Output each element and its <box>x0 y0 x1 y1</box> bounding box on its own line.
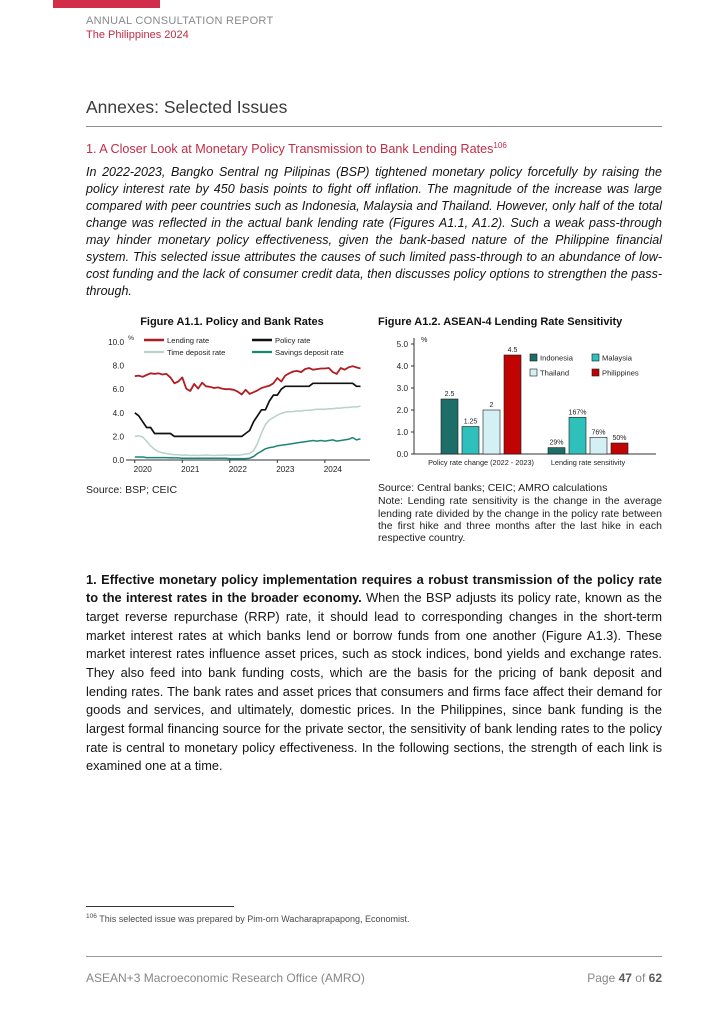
svg-text:Malaysia: Malaysia <box>602 353 632 363</box>
svg-text:2020: 2020 <box>133 465 152 475</box>
footer-organization: ASEAN+3 Macroeconomic Research Office (AMRO) <box>86 971 365 985</box>
footer-page-number: 47 <box>618 971 632 985</box>
svg-text:1.25: 1.25 <box>463 418 478 426</box>
svg-text:2.0: 2.0 <box>112 432 124 442</box>
annexes-title: Annexes: Selected Issues <box>86 97 288 117</box>
svg-text:%: % <box>421 335 428 345</box>
footnote-divider <box>86 906 234 907</box>
footer-page-indicator <box>587 971 662 985</box>
svg-text:0.0: 0.0 <box>112 456 124 466</box>
svg-text:Policy rate change (2022 - 202: Policy rate change (2022 - 2023) <box>428 458 534 468</box>
svg-text:8.0: 8.0 <box>112 361 124 371</box>
svg-text:2.0: 2.0 <box>396 406 408 416</box>
footer-page-word: Page <box>587 971 619 985</box>
svg-text:Time deposit rate: Time deposit rate <box>167 348 226 358</box>
report-title: ANNUAL CONSULTATION REPORT <box>86 15 274 27</box>
figure-a1-1-source: Source: BSP; CEIC <box>86 484 178 497</box>
svg-text:Thailand: Thailand <box>540 368 570 378</box>
svg-text:1.0: 1.0 <box>396 428 408 438</box>
page-footer <box>86 956 662 985</box>
svg-text:%: % <box>128 335 135 343</box>
figure-a1-2-source: Source: Central banks; CEIC; AMRO calculations <box>378 482 608 495</box>
lending-rate-sensitivity-bar-chart <box>378 330 662 480</box>
policy-and-bank-rates-line-chart <box>86 330 378 482</box>
svg-text:4.0: 4.0 <box>112 408 124 418</box>
svg-text:6.0: 6.0 <box>112 385 124 395</box>
abstract-paragraph: In 2022-2023, Bangko Sentral ng Pilipinas (BSP) tightened monetary policy forcefully by raising the policy interest rate by 450 basis points to fight off inflation. The magnitude of the increase was large compared with peer countries such as Indonesia, Malaysia and Thailand. However, only half of the total change was reflected in the actual bank lending rate (Figures A1.1, A1.2). Such a weak pass-through may hinder monetary policy effectiveness, given the bank-based nature of the Philippine financial system. This selected issue attributes the causes of such limited pass-through to an abundance of low-cost funding and the lack of consumer credit data, then discusses policy options to strengthen the pass-through. <box>86 165 662 299</box>
report-subtitle: The Philippines 2024 <box>86 29 189 41</box>
svg-text:4.0: 4.0 <box>396 362 408 372</box>
title-divider <box>86 126 662 127</box>
footer-divider <box>86 956 662 957</box>
svg-text:3.0: 3.0 <box>396 384 408 394</box>
body-paragraph-1-rest: When the BSP adjusts its policy rate, known as the target reverse repurchase (RRP) rate, it should lead to corresponding changes in the short-term market interest rates at which banks lend or borrow funds from one another (Figure A1.3). These market interest rates influence asset prices, such as stock indices, bond yields and exchange rates. They also feed into bank funding costs, which are the basis for the pricing of bank deposit and lending rates. The bank rates and asset prices that consumers and firms face affect their demand for goods and services, and ultimately, domestic prices. In the Philippines, since bank funding is the largest formal financing source for the private sector, the sensitivity of bank lending rates to the policy rate is central to monetary policy effectiveness. In the following sections, the strength of each link is examined one at a time. <box>86 590 662 774</box>
footer-of-word: of <box>631 971 649 985</box>
svg-text:10.0: 10.0 <box>108 338 124 348</box>
svg-text:2022: 2022 <box>228 465 247 475</box>
svg-text:Indonesia: Indonesia <box>540 353 573 363</box>
footer-page-total: 62 <box>648 971 662 985</box>
figure-a1-2-note: Note: Lending rate sensitivity is the change in the average lending rate divided by the change in the policy rate between the first hike and three months after the last hike in each respective country. <box>378 495 662 545</box>
footnote-block <box>86 906 662 924</box>
svg-text:50%: 50% <box>612 435 627 443</box>
svg-text:Savings deposit rate: Savings deposit rate <box>275 348 344 358</box>
svg-text:0.0: 0.0 <box>396 450 408 460</box>
svg-text:2024: 2024 <box>323 465 342 475</box>
figure-a1-1-title: Figure A1.1. Policy and Bank Rates <box>140 316 324 329</box>
svg-text:76%: 76% <box>591 429 606 437</box>
issue-footnote-ref: 106 <box>493 141 507 150</box>
svg-text:167%: 167% <box>568 409 587 417</box>
issue-heading-text: 1. A Closer Look at Monetary Policy Transmission to Bank Lending Rates <box>86 142 494 157</box>
footnote-ref: 106 <box>86 913 97 920</box>
svg-text:Policy rate: Policy rate <box>275 336 311 346</box>
svg-text:Lending rate: Lending rate <box>167 336 210 346</box>
figure-a1-1 <box>86 316 378 545</box>
svg-text:Philippines: Philippines <box>602 368 639 378</box>
figures-row <box>86 316 662 545</box>
footnote-text: This selected issue was prepared by Pim-orn Wacharaprapapong, Economist. <box>96 914 410 924</box>
svg-text:29%: 29% <box>549 439 564 447</box>
svg-text:2: 2 <box>489 402 494 410</box>
svg-text:2021: 2021 <box>181 465 200 475</box>
svg-text:Lending rate sensitivity: Lending rate sensitivity <box>550 458 626 468</box>
figure-a1-2 <box>378 316 662 545</box>
svg-text:5.0: 5.0 <box>396 340 408 350</box>
body-paragraph-1-lead: 1. Effective monetary policy implementation requires a robust transmission of the policy rate to the interest rates in the broader economy. <box>86 571 662 606</box>
issue-heading <box>86 141 662 156</box>
body-paragraph-1 <box>86 571 662 776</box>
footnote <box>86 913 662 924</box>
page-header <box>86 15 662 41</box>
svg-text:2.5: 2.5 <box>444 391 455 399</box>
svg-text:2023: 2023 <box>276 465 295 475</box>
figure-a1-2-title: Figure A1.2. ASEAN-4 Lending Rate Sensitivity <box>378 316 623 329</box>
svg-text:4.5: 4.5 <box>507 347 518 355</box>
